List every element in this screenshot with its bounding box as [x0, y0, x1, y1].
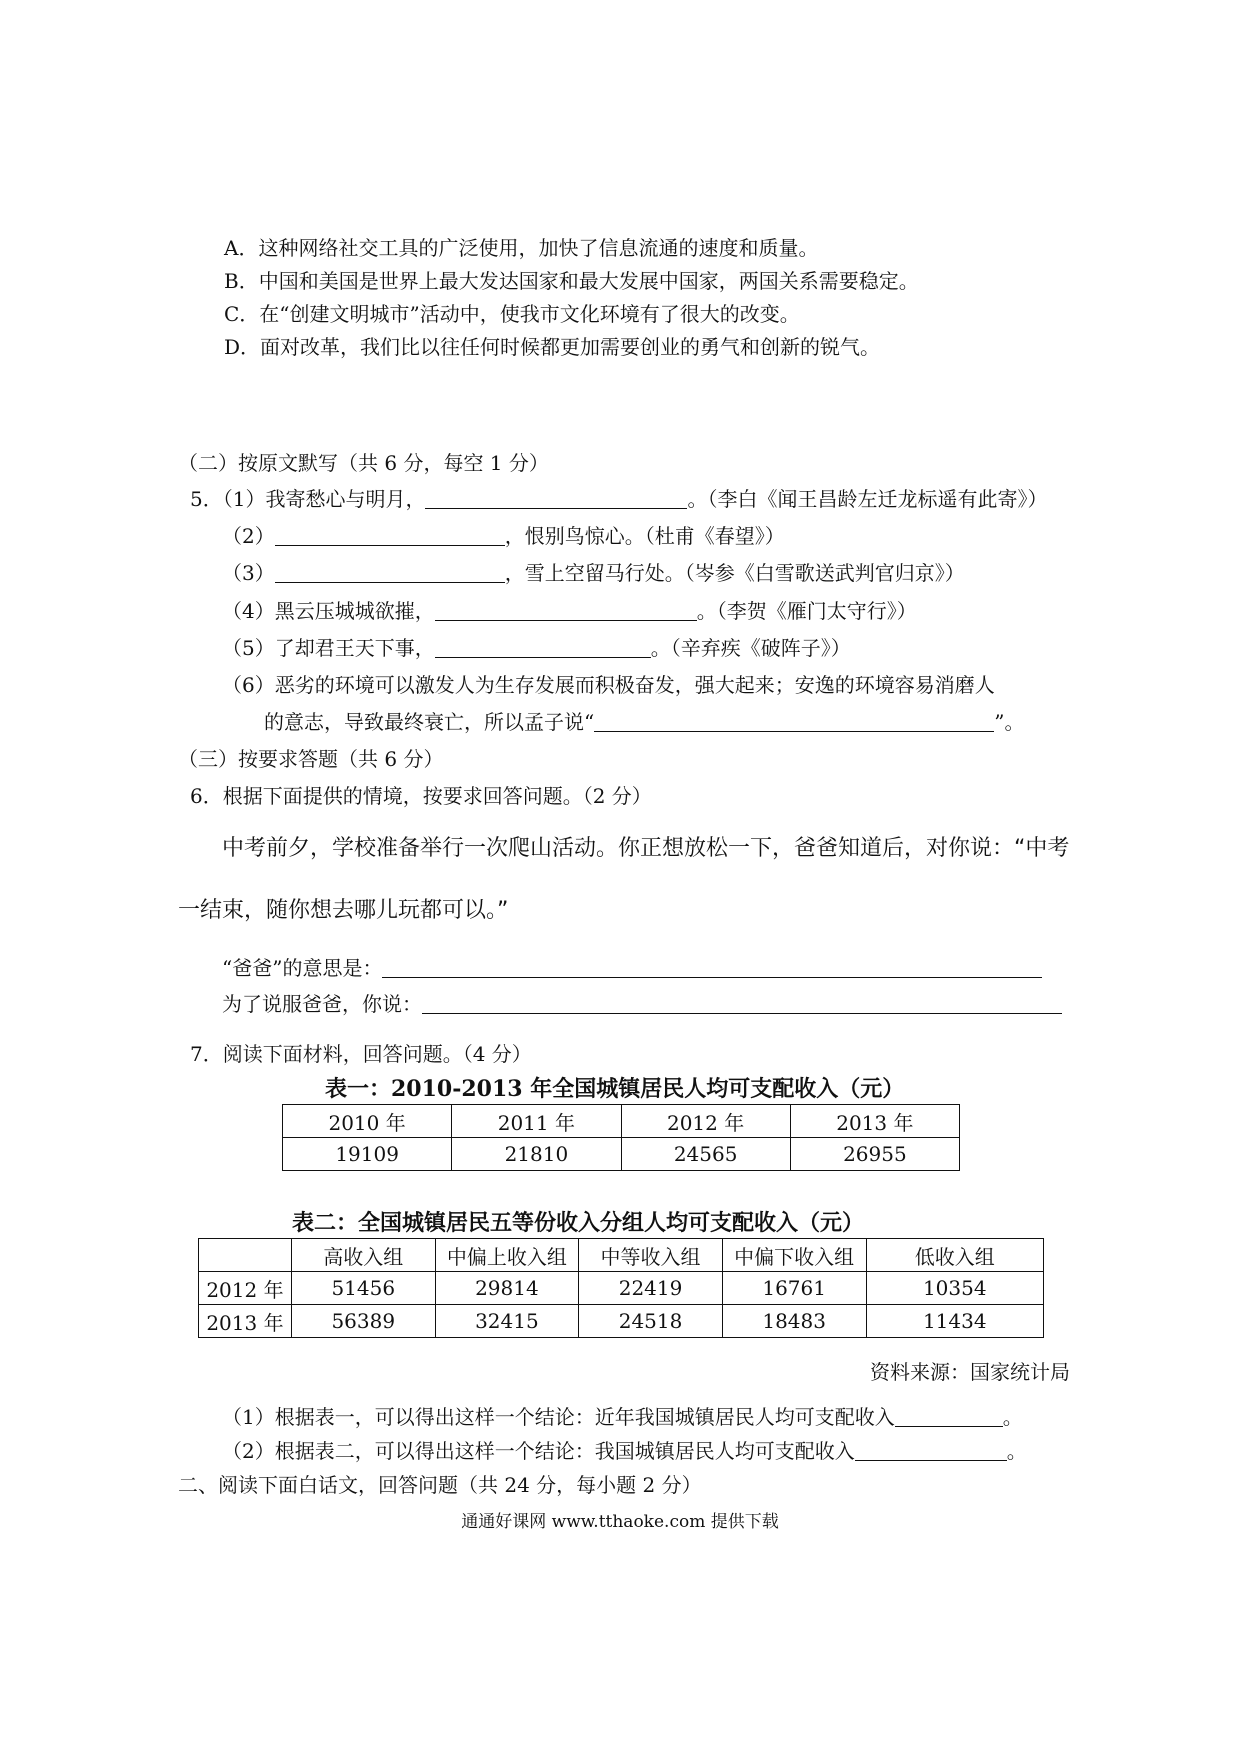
- table-2-cell: 22419: [579, 1272, 723, 1305]
- table-1-value-cell: 24565: [621, 1138, 790, 1171]
- q5-6-close: ”。: [994, 710, 1025, 734]
- table-2-header-cell: [199, 1239, 292, 1272]
- table-2-header-row: [199, 1239, 1044, 1272]
- q6-scenario-line-1: 中考前夕，学校准备举行一次爬山活动。你正想放松一下，爸爸知道后，对你说：“中考: [222, 836, 1070, 861]
- table-2-cell: 56389: [291, 1305, 435, 1338]
- table-2-cell: 16761: [722, 1272, 866, 1305]
- table-2-cell: 29814: [435, 1272, 579, 1305]
- option-c: C．在“创建文明城市”活动中，使我市文化环境有了很大的改变。: [224, 302, 800, 326]
- table-1-header-row: [283, 1105, 960, 1138]
- option-a: A．这种网络社交工具的广泛使用，加快了信息流通的速度和质量。: [224, 236, 819, 260]
- option-d: D．面对改革，我们比以往任何时候都更加需要创业的勇气和创新的锐气。: [224, 335, 881, 359]
- q5-line-5: [222, 634, 851, 662]
- q5-line-2: [222, 522, 785, 550]
- q5-4-source: 。（李贺《雁门太守行》）: [696, 599, 917, 623]
- table-2-header-cell: 中偏上收入组: [435, 1239, 579, 1272]
- q5-4-blank[interactable]: [435, 600, 697, 621]
- q5-3-blank[interactable]: [275, 562, 505, 583]
- part-2-heading: 二、阅读下面白话文，回答问题（共 24 分，每小题 2 分）: [178, 1473, 702, 1497]
- section-3-heading: （三）按要求答题（共 6 分）: [178, 747, 444, 771]
- q5-5-source: 。（辛弃疾《破阵子》）: [650, 636, 851, 660]
- table-1-header-cell: 2013 年: [790, 1105, 959, 1138]
- q5-6-blank[interactable]: [594, 711, 994, 732]
- table-2-header-cell: 低收入组: [866, 1239, 1044, 1272]
- data-source: 资料来源：国家统计局: [870, 1360, 1070, 1384]
- q5-1-source: 。（李白《闻王昌龄左迁龙标遥有此寄》）: [687, 487, 1048, 511]
- q5-4-text: （4）黑云压城城欲摧，: [222, 599, 435, 623]
- table-2-cell: 2013 年: [199, 1305, 292, 1338]
- table-2-cell: 18483: [722, 1305, 866, 1338]
- table-1-value-cell: 19109: [283, 1138, 452, 1171]
- table-2-cell: 32415: [435, 1305, 579, 1338]
- table-1-value-cell: 21810: [452, 1138, 621, 1171]
- q5-line-4: [222, 597, 917, 625]
- q5-line-6b: [264, 708, 1024, 736]
- table-1: [282, 1104, 960, 1171]
- table-1-value-cell: 26955: [790, 1138, 959, 1171]
- table-1-header-cell: 2010 年: [283, 1105, 452, 1138]
- q5-5-blank[interactable]: [435, 637, 651, 658]
- q5-5-text: （5）了却君王天下事，: [222, 636, 435, 660]
- q5-line-6a: （6）恶劣的环境可以激发人为生存发展而积极奋发，强大起来；安逸的环境容易消磨人: [222, 673, 995, 697]
- q6-answer-2-blank[interactable]: [422, 993, 1062, 1014]
- q5-2-source: ，恨别鸟惊心。（杜甫《春望》）: [504, 524, 785, 548]
- q6-answer-1: [222, 954, 1042, 982]
- q7-sub-1: [222, 1403, 1023, 1431]
- table-2-header-cell: 中等收入组: [579, 1239, 723, 1272]
- q6-answer-2: [222, 990, 1062, 1018]
- table-2-cell: 10354: [866, 1272, 1044, 1305]
- q6-answer-1-blank[interactable]: [382, 957, 1042, 978]
- q5-2-blank[interactable]: [275, 525, 505, 546]
- table-2-cell: 11434: [866, 1305, 1044, 1338]
- table-2-cell: 51456: [291, 1272, 435, 1305]
- table-1-caption: 表一：2010-2013 年全国城镇居民人均可支配收入（元）: [325, 1076, 905, 1102]
- q5-line-3: [222, 559, 965, 587]
- table-2-header-cell: 高收入组: [291, 1239, 435, 1272]
- table-1-header-cell: 2011 年: [452, 1105, 621, 1138]
- q5-2-text: （2）: [222, 524, 275, 548]
- q7-prompt: 7．阅读下面材料，回答问题。（4 分）: [190, 1042, 532, 1066]
- section-2-heading: （二）按原文默写（共 6 分，每空 1 分）: [178, 451, 549, 475]
- table-2-cell: 24518: [579, 1305, 723, 1338]
- q5-3-text: （3）: [222, 561, 275, 585]
- q5-1-blank[interactable]: [425, 488, 687, 509]
- q7-sub-1-blank[interactable]: [895, 1406, 1003, 1427]
- table-2-cell: 2012 年: [199, 1272, 292, 1305]
- q5-1-text: 5．（1）我寄愁心与明月，: [190, 487, 426, 511]
- q7-sub-2-blank[interactable]: [855, 1440, 1007, 1461]
- table-2-row: [199, 1305, 1044, 1338]
- q7-sub-2-text: （2）根据表二，可以得出这样一个结论：我国城镇居民人均可支配收入: [222, 1439, 855, 1463]
- q7-sub-2: [222, 1437, 1027, 1465]
- q7-sub-1-text: （1）根据表一，可以得出这样一个结论：近年我国城镇居民人均可支配收入: [222, 1405, 895, 1429]
- q5-6-text: 的意志，导致最终衰亡，所以孟子说“: [264, 710, 595, 734]
- table-2-header-cell: 中偏下收入组: [722, 1239, 866, 1272]
- table-2: [198, 1238, 1044, 1338]
- q6-answer-1-label: “爸爸”的意思是：: [222, 956, 383, 980]
- q7-sub-1-end: 。: [1002, 1405, 1023, 1429]
- q7-sub-2-end: 。: [1006, 1439, 1027, 1463]
- table-2-row: [199, 1272, 1044, 1305]
- q5-line-1: [190, 485, 1047, 513]
- q6-prompt: 6．根据下面提供的情境，按要求回答问题。（2 分）: [190, 784, 652, 808]
- table-2-caption: 表二：全国城镇居民五等份收入分组人均可支配收入（元）: [292, 1210, 865, 1236]
- table-1-header-cell: 2012 年: [621, 1105, 790, 1138]
- table-1-value-row: [283, 1138, 960, 1171]
- page-footer: 通通好课网 www.tthaoke.com 提供下载: [461, 1512, 779, 1532]
- option-b: B．中国和美国是世界上最大发达国家和最大发展中国家，两国关系需要稳定。: [224, 269, 919, 293]
- q6-scenario-line-2: 一结束，随你想去哪儿玩都可以。”: [178, 898, 509, 923]
- q6-answer-2-label: 为了说服爸爸，你说：: [222, 992, 422, 1016]
- q5-3-source: ，雪上空留马行处。（岑参《白雪歌送武判官归京》）: [504, 561, 965, 585]
